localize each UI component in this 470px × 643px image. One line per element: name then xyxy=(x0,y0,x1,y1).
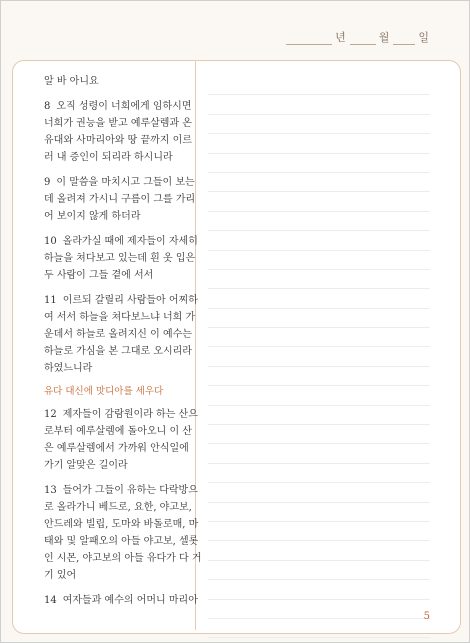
verse-line xyxy=(44,191,204,208)
writing-line[interactable] xyxy=(208,386,430,405)
writing-line[interactable] xyxy=(208,619,430,638)
verse-text: 여 서서 하늘을 쳐다보느냐 너희 가 xyxy=(44,312,196,323)
writing-line[interactable] xyxy=(208,464,430,483)
verse-line xyxy=(44,132,204,149)
year-label: 년 xyxy=(335,31,346,44)
verse-text: 러 내 증인이 되리라 하시니라 xyxy=(44,152,173,163)
verse-number: 12 xyxy=(44,409,57,420)
verse-text: 두 사람이 그들 곁에 서서 xyxy=(44,270,154,281)
verse-text: 기 있어 xyxy=(44,570,77,581)
writing-line[interactable] xyxy=(208,173,430,192)
verse xyxy=(44,292,204,377)
verse-line xyxy=(44,406,204,423)
writing-line[interactable] xyxy=(208,347,430,366)
verse-text: 여자들과 예수의 어머니 마리아 xyxy=(62,595,198,606)
verse-number: 9 xyxy=(44,177,51,188)
verse-line xyxy=(44,567,204,584)
day-blank xyxy=(393,32,415,45)
verse-line xyxy=(44,516,204,533)
verse xyxy=(44,98,204,166)
verse-list-2 xyxy=(44,406,204,609)
writing-lines[interactable] xyxy=(208,76,430,638)
verse-line xyxy=(44,267,204,284)
verse-line xyxy=(44,499,204,516)
verse-line xyxy=(44,550,204,567)
verse-number: 10 xyxy=(44,236,57,247)
verse-text: 오직 성령이 너희에게 임하시면 xyxy=(56,101,192,112)
writing-line[interactable] xyxy=(208,522,430,541)
verse-text: 유대와 사마리아와 땅 끝까지 이르 xyxy=(44,135,192,146)
verse-line xyxy=(44,482,204,499)
writing-line[interactable] xyxy=(208,425,430,444)
date-field xyxy=(286,29,433,45)
verse-text: 하늘을 쳐다보고 있는데 흰 옷 입은 xyxy=(44,253,196,264)
verse-text: 이르되 갈릴리 사람들아 어찌하 xyxy=(62,295,198,306)
verse-text: 인 시몬, 야고보의 아들 유다가 다 거 xyxy=(44,553,202,564)
writing-line[interactable] xyxy=(208,115,430,134)
writing-line[interactable] xyxy=(208,270,430,289)
writing-line[interactable] xyxy=(208,192,430,211)
verse xyxy=(44,406,204,474)
writing-line[interactable] xyxy=(208,541,430,560)
verse-text: 은 예루살렘에서 가까워 안식일에 xyxy=(44,443,189,454)
verse-text: 이 말씀을 마치시고 그들이 보는 xyxy=(56,177,195,188)
verse-line xyxy=(44,115,204,132)
verse xyxy=(44,233,204,284)
verse-line xyxy=(44,174,204,191)
day-label: 일 xyxy=(418,31,429,44)
writing-line[interactable] xyxy=(208,212,430,231)
verse-line xyxy=(44,326,204,343)
writing-line[interactable] xyxy=(208,134,430,153)
writing-line[interactable] xyxy=(208,154,430,173)
page-number: 5 xyxy=(423,611,430,622)
verse-text: 하늘로 가심을 본 그대로 오시리라 xyxy=(44,346,192,357)
writing-line[interactable] xyxy=(208,95,430,114)
verse xyxy=(44,482,204,584)
verse-line xyxy=(44,250,204,267)
verse-line xyxy=(44,343,204,360)
writing-line[interactable] xyxy=(208,580,430,599)
verse-text: 데 올려져 가시니 구름이 그를 가리 xyxy=(44,194,196,205)
header xyxy=(1,1,469,59)
writing-line[interactable] xyxy=(208,367,430,386)
year-blank xyxy=(286,32,332,45)
verse-line xyxy=(44,208,204,225)
verse-line xyxy=(44,592,204,609)
verse-text: 올라가실 때에 제자들이 자세히 xyxy=(62,236,198,247)
verse-text: 제자들이 감람원이라 하는 산으 xyxy=(62,409,198,420)
writing-line[interactable] xyxy=(208,231,430,250)
verse-text: 안드레와 빌립, 도마와 바돌로매, 마 xyxy=(44,519,199,530)
verse xyxy=(44,592,204,609)
writing-line[interactable] xyxy=(208,328,430,347)
verse-line xyxy=(44,360,204,377)
verse-line xyxy=(44,533,204,550)
verse-text: 운데서 하늘로 올려지신 이 예수는 xyxy=(44,329,192,340)
verse-text: 너희가 권능을 받고 예루살렘과 온 xyxy=(44,118,192,129)
verse-number: 13 xyxy=(44,485,57,496)
section-title: 유다 대신에 맛디아를 세우다 xyxy=(44,386,164,397)
writing-line[interactable] xyxy=(208,406,430,425)
verse-text: 하였느니라 xyxy=(44,363,93,374)
writing-line[interactable] xyxy=(208,444,430,463)
verse-list xyxy=(44,98,204,377)
verse-line xyxy=(44,292,204,309)
verse-number: 11 xyxy=(44,295,57,306)
writing-line[interactable] xyxy=(208,251,430,270)
verse-line xyxy=(44,233,204,250)
verse xyxy=(44,174,204,225)
writing-line[interactable] xyxy=(208,561,430,580)
verse-text: 로 올라가니 베드로, 요한, 야고보, xyxy=(44,502,192,513)
writing-line[interactable] xyxy=(208,76,430,95)
writing-line[interactable] xyxy=(208,483,430,502)
month-blank xyxy=(350,32,376,45)
verse-line xyxy=(44,98,204,115)
intro-line: 알 바 아니요 xyxy=(44,76,99,87)
verse-line xyxy=(44,457,204,474)
verse-number: 8 xyxy=(44,101,51,112)
writing-line[interactable] xyxy=(208,309,430,328)
writing-line[interactable] xyxy=(208,503,430,522)
verse-line xyxy=(44,309,204,326)
verse-text: 태와 및 알패오의 아들 야고보, 셀롯 xyxy=(44,536,199,547)
verse-text: 로부터 예루살렘에 돌아오니 이 산 xyxy=(44,426,192,437)
scripture-text xyxy=(44,73,204,617)
verse-line xyxy=(44,440,204,457)
verse-text: 어 보이지 않게 하더라 xyxy=(44,211,141,222)
verse-text: 들어가 그들이 유하는 다락방으 xyxy=(62,485,198,496)
month-label: 월 xyxy=(378,31,390,44)
writing-line[interactable] xyxy=(208,289,430,308)
verse-line xyxy=(44,149,204,166)
verse-text: 가기 알맞은 길이라 xyxy=(44,460,128,471)
verse-number: 14 xyxy=(44,595,57,606)
verse-line xyxy=(44,423,204,440)
writing-line[interactable] xyxy=(208,600,430,619)
